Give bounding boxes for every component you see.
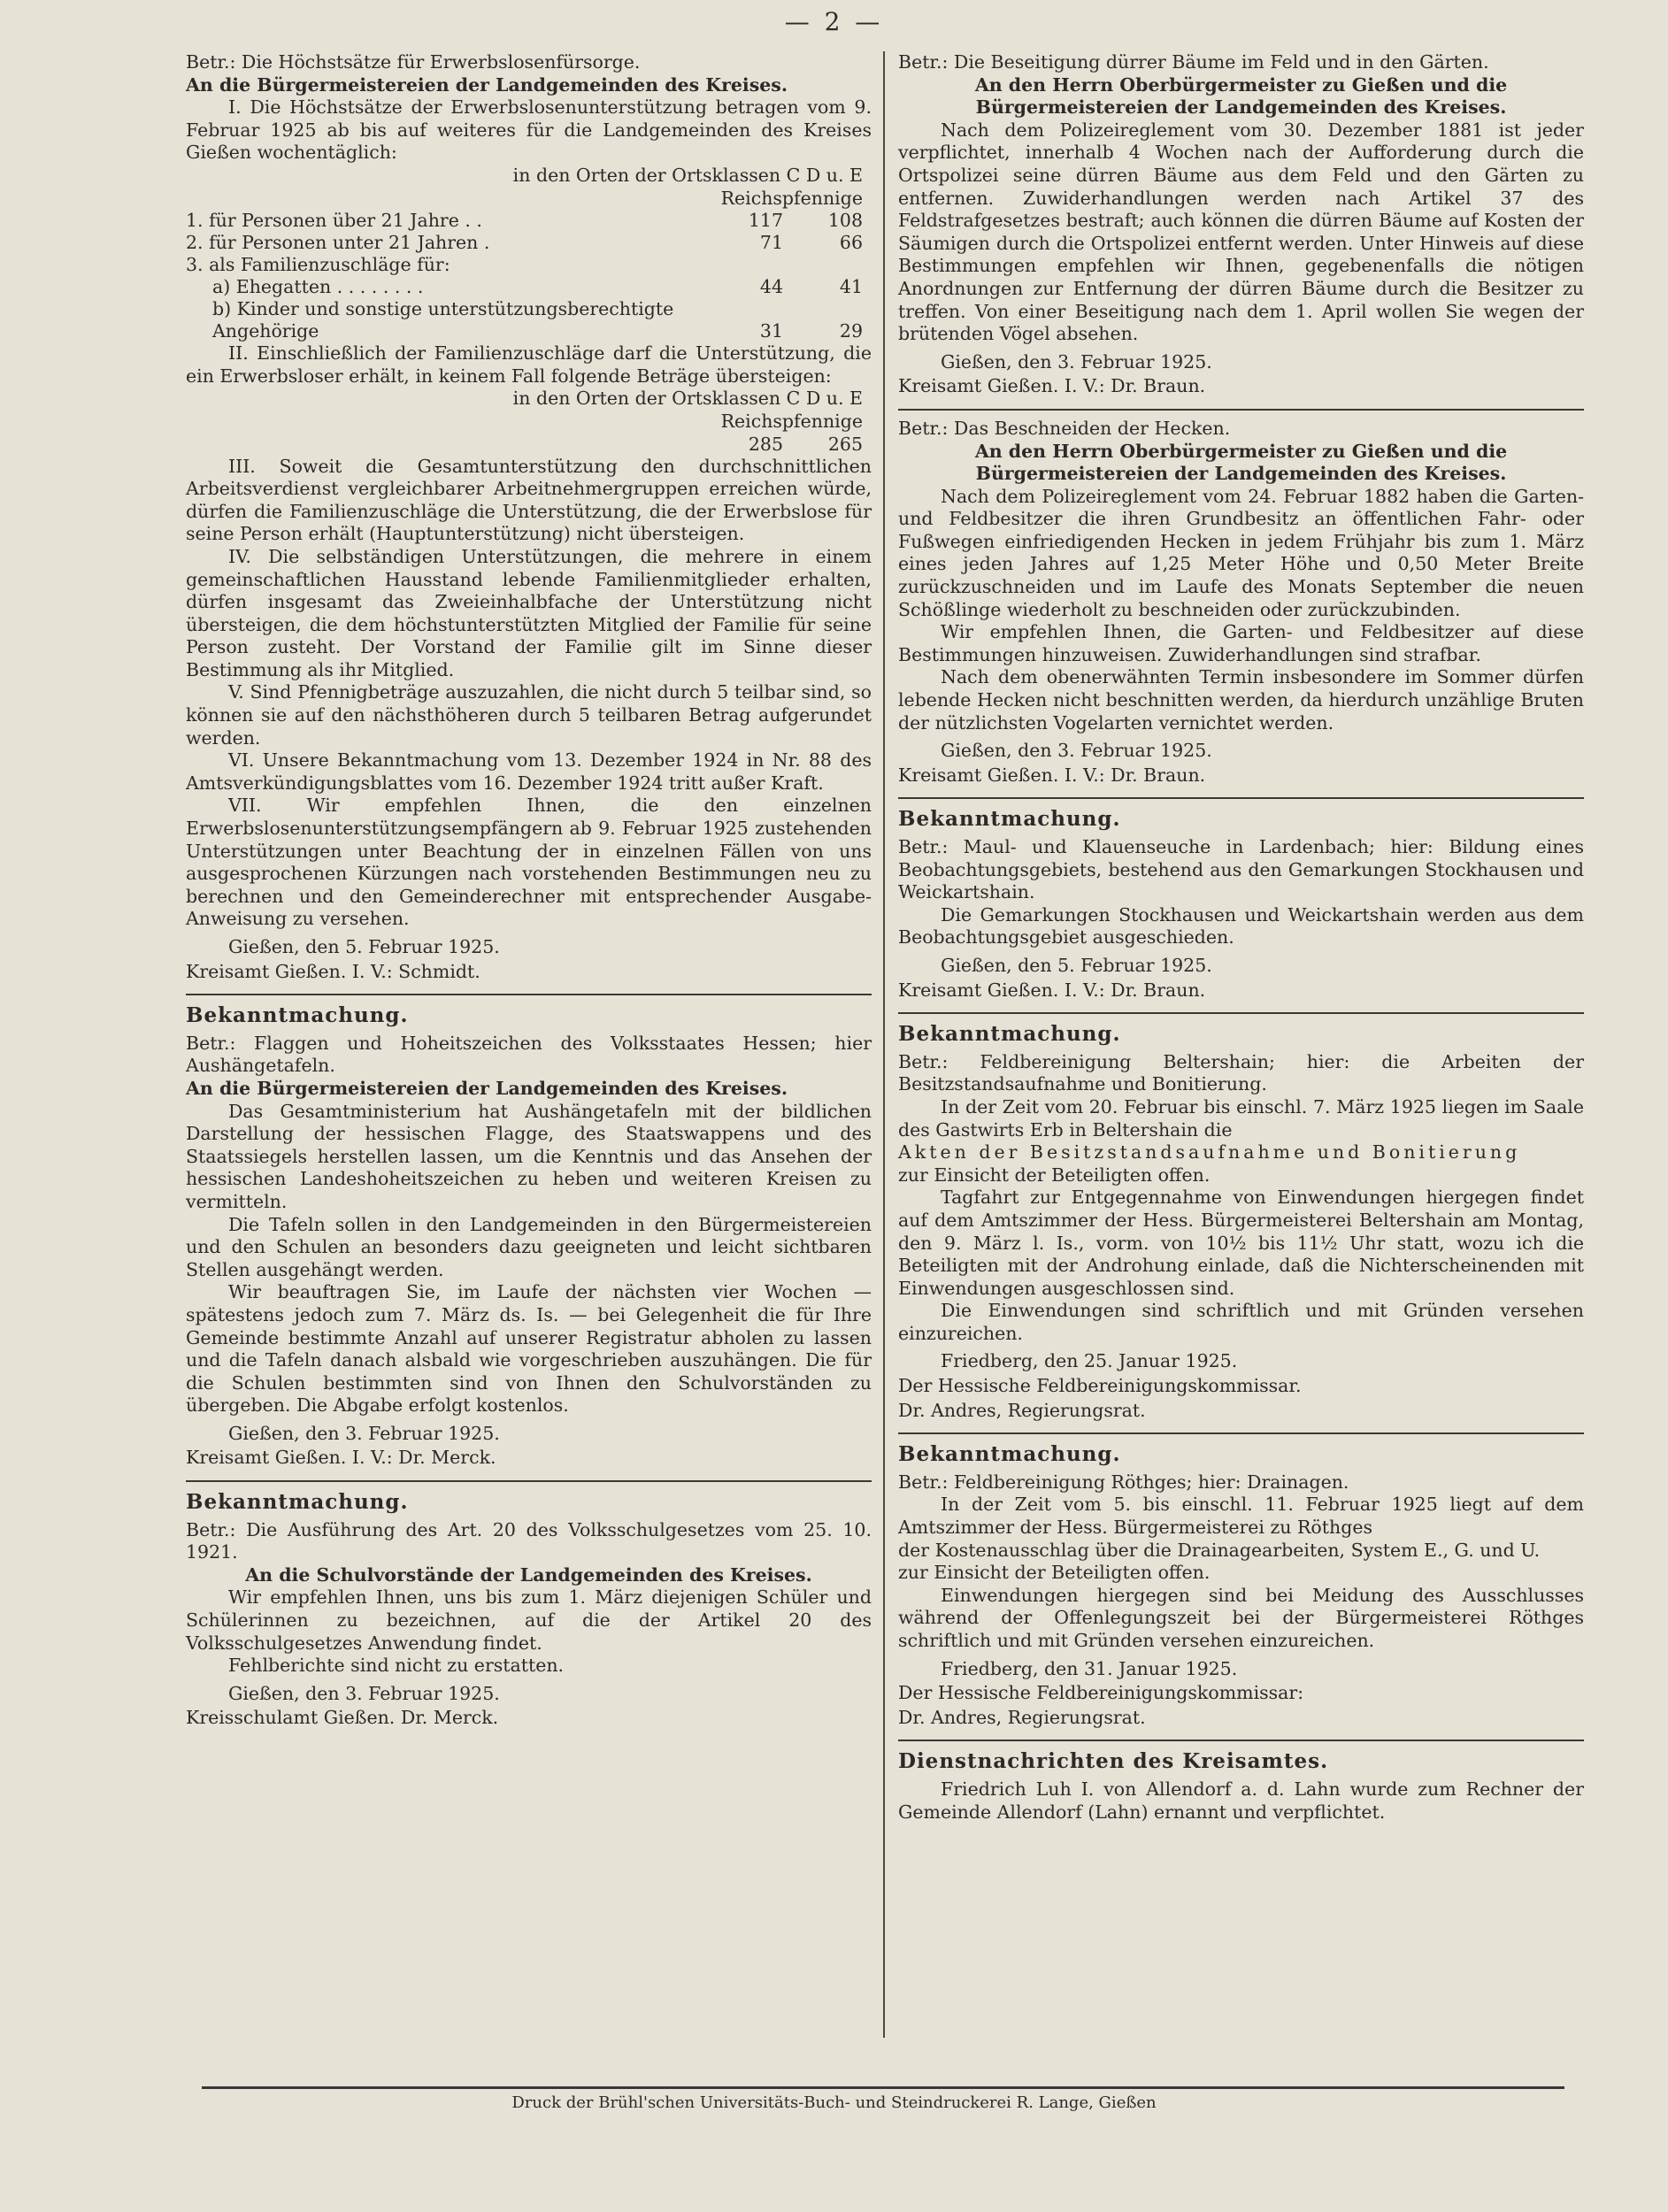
table-row	[186, 434, 872, 456]
value-c: 285	[748, 433, 783, 455]
paragraph: Wir beauftragen Sie, im Laufe der nächsten vier Wochen — spätestens jedoch zum 7. März ds. Is. — bei Gelegenheit die für Ihre Gemeinde bestimmte Anzahl auf unserer Registratur abholen zu lassen und die Tafeln danach alsbald wie vorgeschrieben auszuhängen. Die für die Schulen bestimmten sind von Ihnen den Schulvorständen zu übergeben. Die Abgabe erfolgt kostenlos.	[186, 1281, 872, 1417]
paragraph: Friedrich Luh I. von Allendorf a. d. Lahn wurde zum Rechner der Gemeinde Allendorf (Lahn) ernannt und verpflichtet.	[898, 1778, 1584, 1823]
paragraph: VII. Wir empfehlen Ihnen, die den einzelnen Erwerbslosenunterstützungsempfängern ab 9. Februar 1925 zustehenden Unterstützungen unter Beachtung der in einzelnen Fällen von uns ausgesprochenen Kürzungen nach vorstehenden Bestimmungen neu zu berechnen und den Gemeinderechner mit entsprechender Ausgabe-Anweisung zu versehen.	[186, 795, 872, 930]
signature: Der Hessische Feldbereinigungskommissar:	[898, 1682, 1304, 1704]
notice-addressee: An die Bürgermeistereien der Landgemeinden des Kreises.	[186, 1077, 788, 1099]
paragraph: Tagfahrt zur Entgegennahme von Einwendungen hiergegen findet auf dem Amtszimmer der Hess. Bürgermeisterei Beltershain am Montag, den 9. März l. Is., vorm. von 10½ bis 11½ Uhr statt, wozu ich die Beteiligten mit der Androhung einlade, daß die Nichterscheinenden mit Einwendungen ausgeschlossen sind.	[898, 1187, 1584, 1299]
notice-dry-trees	[898, 51, 1584, 398]
footer-rule	[202, 2086, 1564, 2089]
notice-title: Bekanntmachung.	[186, 1003, 409, 1028]
table-row	[186, 276, 872, 298]
paragraph: Die Einwendungen sind schriftlich und mit Gründen versehen einzureichen.	[898, 1300, 1584, 1344]
value-c: 44	[759, 276, 783, 298]
table-row	[186, 254, 872, 276]
place-date: Gießen, den 3. Februar 1925.	[228, 1422, 500, 1444]
notice-title: Bekanntmachung.	[898, 807, 1121, 832]
value-de	[792, 254, 872, 276]
column-divider	[883, 51, 885, 2038]
signature: Kreisamt Gießen. I. V.: Dr. Braun.	[898, 375, 1206, 397]
notice-subject: Betr.: Die Beseitigung dürrer Bäume im Feld und in den Gärten.	[898, 51, 1489, 73]
paragraph: Nach dem Polizeireglement vom 30. Dezember 1881 ist jeder verpflichtet, innerhalb 4 Wochen nach der Aufforderung durch die Ortspolizei seine dürren Bäume aus dem Feld und den Gärten zu entfernen. Zuwiderhandlungen werden nach Artikel 37 des Feldstrafgesetzes bestraft; auch können die dürren Bäume auf Kosten der Säumigen durch die Ortspolizei entfernt werden. Unter Hinweis auf diese Bestimmungen empfehlen wir Ihnen, gegebenenfalls die nötigen Anordnungen zur Entfernung der dürren Bäume durch die Besitzer zu treffen. Von einer Beseitigung nach dem 1. April wollen Sie wegen der brütenden Vögel absehen.	[898, 119, 1584, 345]
signature: Der Hessische Feldbereinigungskommissar.	[898, 1375, 1302, 1397]
notice-subject: Betr.: Feldbereinigung Beltershain; hier: die Arbeiten der Besitzstandsaufnahme und Bonitierung.	[898, 1050, 1584, 1095]
signature: Kreisamt Gießen. I. V.: Dr. Braun.	[898, 764, 1206, 786]
place-date: Gießen, den 3. Februar 1925.	[941, 350, 1212, 373]
value-c: 31	[759, 320, 783, 342]
notice-hedges	[898, 409, 1584, 787]
value-de: 41	[839, 276, 863, 298]
paragraph: zur Einsicht der Beteiligten offen.	[898, 1164, 1211, 1186]
rates-table	[186, 210, 872, 342]
paragraph: Fehlberichte sind nicht zu erstatten.	[228, 1655, 565, 1677]
notice-addressee: An den Herrn Oberbürgermeister zu Gießen und die Bürgermeistereien der Landgemeinden des Kreises.	[974, 440, 1508, 485]
paragraph: Nach dem obenerwähnten Termin insbesondere im Sommer dürfen lebende Hecken nicht beschnitten werden, da hierdurch unzählige Bruten der nützlichsten Vogelarten vernichtet werden.	[898, 666, 1584, 733]
place-date: Friedberg, den 25. Januar 1925.	[941, 1350, 1238, 1372]
notice-subject: Betr.: Maul- und Klauenseuche in Lardenbach; hier: Bildung eines Beobachtungsgebiets, bestehend aus den Gemarkungen Stockhausen und Weickartshain.	[898, 836, 1584, 903]
value-de: 108	[827, 210, 863, 232]
paragraph: IV. Die selbständigen Unterstützungen, die mehrere in einem gemeinschaftlichen Hausstand lebende Familienmitglieder erhalten, dürfen insgesamt das Zweieinhalbfache der Unterstützung nicht übersteigen, die dem höchstunterstützten Mitglied der Familie für seine Person zusteht. Der Vorstand der Familie gilt im Sinne dieser Bestimmung als ihr Mitglied.	[186, 545, 872, 680]
paragraph: V. Sind Pfennigbeträge auszuzahlen, die nicht durch 5 teilbar sind, so können sie auf den nächsthöheren durch 5 teilbaren Betrag aufgerundet werden.	[186, 681, 872, 749]
place-date: Friedberg, den 31. Januar 1925.	[941, 1657, 1238, 1679]
table-header: in den Orten der Ortsklassen C D u. E	[512, 164, 863, 186]
page-number: — 2 —	[784, 7, 884, 36]
notice-title: Dienstnachrichten des Kreisamtes.	[898, 1749, 1329, 1774]
table-unit: Reichspfennige	[720, 410, 863, 432]
paragraph: In der Zeit vom 5. bis einschl. 11. Februar 1925 liegt auf dem Amtszimmer der Hess. Bürgermeisterei zu Röthges	[898, 1494, 1584, 1539]
row-label: 2. für Personen unter 21 Jahren .	[186, 232, 490, 254]
value-c: 71	[759, 232, 783, 254]
row-label: b) Kinder und sonstige unterstützungsberechtigte Angehörige	[212, 298, 674, 342]
notice-addressee: An die Bürgermeistereien der Landgemeinden des Kreises.	[186, 73, 788, 96]
notice-unemployment-rates	[186, 51, 872, 983]
signature: Kreisschulamt Gießen. Dr. Merck.	[186, 1707, 499, 1729]
notice-subject: Betr.: Flaggen und Hoheitszeichen des Volksstaates Hessen; hier Aushängetafeln.	[186, 1032, 872, 1077]
notice-beltershain	[898, 1012, 1584, 1422]
paragraph: II. Einschließlich der Familienzuschläge darf die Unterstützung, die ein Erwerbsloser erhält, in keinem Fall folgende Beträge übersteigen:	[186, 342, 872, 387]
table-header: in den Orten der Ortsklassen C D u. E	[512, 388, 863, 410]
signature: Kreisamt Gießen. I. V.: Schmidt.	[186, 960, 480, 982]
paragraph: zur Einsicht der Beteiligten offen.	[898, 1562, 1211, 1584]
max-rates-table	[186, 434, 872, 456]
right-column	[898, 51, 1584, 1824]
notice-subject: Betr.: Die Ausführung des Art. 20 des Volksschulgesetzes vom 25. 10. 1921.	[186, 1518, 872, 1563]
table-unit: Reichspfennige	[720, 187, 863, 209]
value-c: 117	[748, 210, 783, 232]
value-de: 265	[827, 433, 863, 455]
notice-roethges	[898, 1432, 1584, 1729]
value-c	[712, 254, 792, 276]
notice-flags	[186, 994, 872, 1470]
row-label: a) Ehegatten . . . . . . . .	[212, 276, 424, 298]
signature: Dr. Andres, Regierungsrat.	[898, 1706, 1146, 1728]
row-label: 1. für Personen über 21 Jahre . .	[186, 210, 482, 232]
notice-addressee: An die Schulvorstände der Landgemeinden des Kreises.	[245, 1563, 812, 1586]
notice-subject: Betr.: Die Höchstsätze für Erwerbslosenfürsorge.	[186, 51, 641, 73]
place-date: Gießen, den 3. Februar 1925.	[228, 1682, 500, 1704]
notice-addressee: An den Herrn Oberbürgermeister zu Gießen und die Bürgermeistereien der Landgemeinden des Kreises.	[974, 73, 1508, 119]
place-date: Gießen, den 5. Februar 1925.	[228, 936, 500, 957]
notice-title: Bekanntmachung.	[898, 1442, 1121, 1467]
paragraph: Das Gesamtministerium hat Aushängetafeln mit der bildlichen Darstellung der hessischen Flagge, des Staatswappens und des Staatssiegels herstellen lassen, um die Kenntnis und das Ansehen der hessischen Landeshoheitszeichen zu heben und weiteren Kreisen zu vermitteln.	[186, 1100, 872, 1212]
value-de: 66	[839, 232, 863, 254]
signature: Kreisamt Gießen. I. V.: Dr. Merck.	[186, 1447, 496, 1469]
row-label: 3. als Familienzuschläge für:	[186, 254, 450, 276]
notice-school-law	[186, 1480, 872, 1730]
signature: Kreisamt Gießen. I. V.: Dr. Braun.	[898, 979, 1206, 1001]
notice-subject: Betr.: Feldbereinigung Röthges; hier: Drainagen.	[898, 1471, 1349, 1493]
printer-imprint: Druck der Brühl'schen Universitäts-Buch- und Steindruckerei R. Lange, Gießen	[511, 2093, 1157, 2112]
table-row	[186, 232, 872, 254]
highlighted-line: Akten der Besitzstandsaufnahme und Bonitierung	[898, 1141, 1521, 1164]
left-column	[186, 51, 872, 1735]
place-date: Gießen, den 5. Februar 1925.	[941, 954, 1212, 976]
paragraph: I. Die Höchstsätze der Erwerbslosenunterstützung betragen vom 9. Februar 1925 ab bis auf weiteres für die Landgemeinden des Kreises Gießen wochentäglich:	[186, 96, 872, 164]
notice-title: Bekanntmachung.	[186, 1490, 409, 1515]
table-row	[186, 298, 872, 342]
paragraph: VI. Unsere Bekanntmachung vom 13. Dezember 1924 in Nr. 88 des Amtsverkündigungsblattes vom 16. Dezember 1924 tritt außer Kraft.	[186, 749, 872, 794]
paragraph: Die Gemarkungen Stockhausen und Weickartshain werden aus dem Beobachtungsgebiet ausgeschieden.	[898, 903, 1584, 949]
value-de: 29	[839, 320, 863, 342]
paragraph: Nach dem Polizeireglement vom 24. Februar 1882 haben die Garten- und Feldbesitzer die ihren Grundbesitz an öffentlichen Fahr- oder Fußwegen einfriedigenden Hecken in jedem Frühjahr bis zum 1. März eines jeden Jahres auf 1,25 Meter Höhe und 0,50 Meter Breite zurückzuschneiden und im Laufe des Monats September die neuen Schößlinge wiederholt zu beschneiden oder zurückzubinden.	[898, 485, 1584, 620]
notice-title: Bekanntmachung.	[898, 1022, 1121, 1047]
place-date: Gießen, den 3. Februar 1925.	[941, 740, 1212, 762]
paragraph: Wir empfehlen Ihnen, die Garten- und Feldbesitzer auf diese Bestimmungen hinzuweisen. Zuwiderhandlungen sind strafbar.	[898, 621, 1584, 665]
paragraph: In der Zeit vom 20. Februar bis einschl. 7. März 1925 liegen im Saale des Gastwirts Erb in Beltershain die	[898, 1095, 1584, 1141]
notice-personnel	[898, 1740, 1584, 1824]
table-row	[186, 210, 872, 232]
notice-foot-and-mouth	[898, 797, 1584, 1002]
highlighted-line: der Kostenausschlag über die Drainagearbeiten, System E., G. und U.	[898, 1539, 1541, 1561]
paragraph: Die Tafeln sollen in den Landgemeinden in den Bürgermeistereien und den Schulen an besonders dazu geeigneten und leicht sichtbaren Stellen ausgehängt werden.	[186, 1213, 872, 1280]
signature: Dr. Andres, Regierungsrat.	[898, 1399, 1146, 1421]
paragraph: Einwendungen hiergegen sind bei Meidung des Ausschlusses während der Offenlegungszeit bei der Bürgermeisterei Röthges schriftlich und mit Gründen versehen einzureichen.	[898, 1584, 1584, 1651]
paragraph: III. Soweit die Gesamtunterstützung den durchschnittlichen Arbeitsverdienst vergleichbarer Arbeitnehmergruppen erreichen würde, dürfen die Familienzuschläge die Unterstützung, die der Erwerbslose für seine Person erhält (Hauptunterstützung) nicht übersteigen.	[186, 455, 872, 545]
paragraph: Wir empfehlen Ihnen, uns bis zum 1. März diejenigen Schüler und Schülerinnen zu bezeichnen, auf die der Artikel 20 des Volksschulgesetzes Anwendung findet.	[186, 1586, 872, 1654]
notice-subject: Betr.: Das Beschneiden der Hecken.	[898, 417, 1231, 439]
